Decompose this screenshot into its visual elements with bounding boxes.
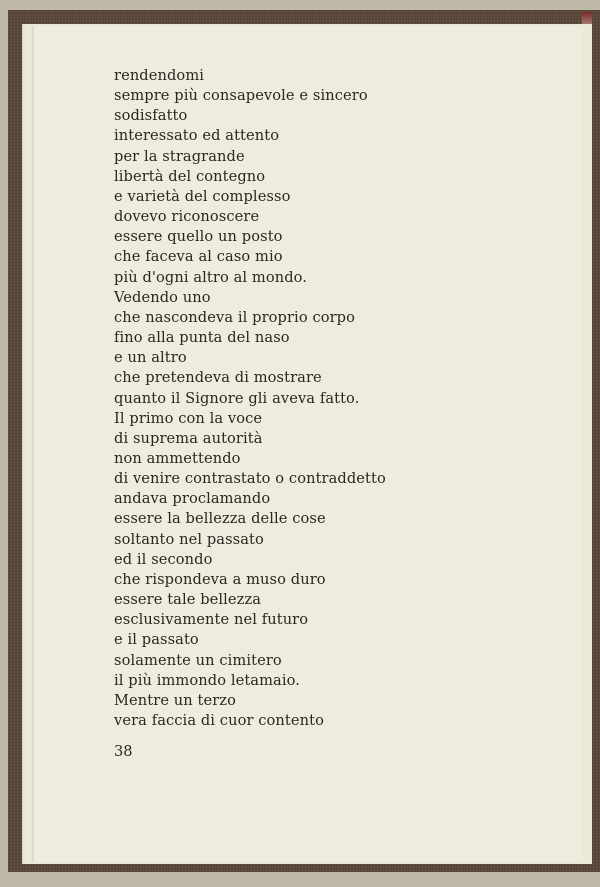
poem-line: essere tale bellezza [114,591,262,609]
poem-line: e il passato [114,631,199,649]
poem-line: non ammettendo [114,449,241,467]
poem-line: essere quello un posto [114,228,283,246]
poem-line: fino alla punta del naso [114,329,290,347]
poem-line: di venire contrastato o contraddetto [114,470,386,488]
poem-line: più d'ogni altro al mondo. [114,268,308,286]
poem-line: quanto il Signore gli aveva fatto. [114,389,360,407]
poem-line: andava proclamando [114,490,271,508]
poem-line: libertà del contegno [114,167,266,185]
poem-line: Il primo con la voce [114,409,263,427]
poem-line: che pretendeva di mostrare [114,369,322,387]
poem-line: essere la bellezza delle cose [114,510,326,528]
poem-line: che rispondeva a muso duro [114,570,326,588]
poem-line: Vedendo uno [114,288,211,306]
poem-line: rendendomi [114,67,205,84]
poem-line: soltanto nel passato [114,530,264,548]
poem-line: sodisfatto [114,107,188,125]
poem-line: e un altro [114,349,187,367]
poem-line: vera faccia di cuor contento [114,712,324,729]
poem-text [114,66,386,731]
poem-line: dovevo riconoscere [114,208,260,226]
poem-line: interessato ed attento [114,127,280,145]
poem-line: per la stragrande [114,147,245,165]
book-page [34,26,582,862]
poem-line: ed il secondo [114,550,213,568]
poem-line: di suprema autorità [114,429,263,447]
poem-line: solamente un cimitero [114,651,282,669]
poem-line: esclusivamente nel futuro [114,611,309,629]
page-number: 38 [114,743,133,760]
poem-line: che faceva al caso mio [114,248,283,266]
poem-line: il più immondo letamaio. [114,671,300,689]
poem-line: Mentre un terzo [114,691,236,709]
poem-line: sempre più consapevole e sincero [114,87,368,105]
poem-line: e varietà del complesso [114,187,291,205]
poem-line: che nascondeva il proprio corpo [114,308,356,326]
